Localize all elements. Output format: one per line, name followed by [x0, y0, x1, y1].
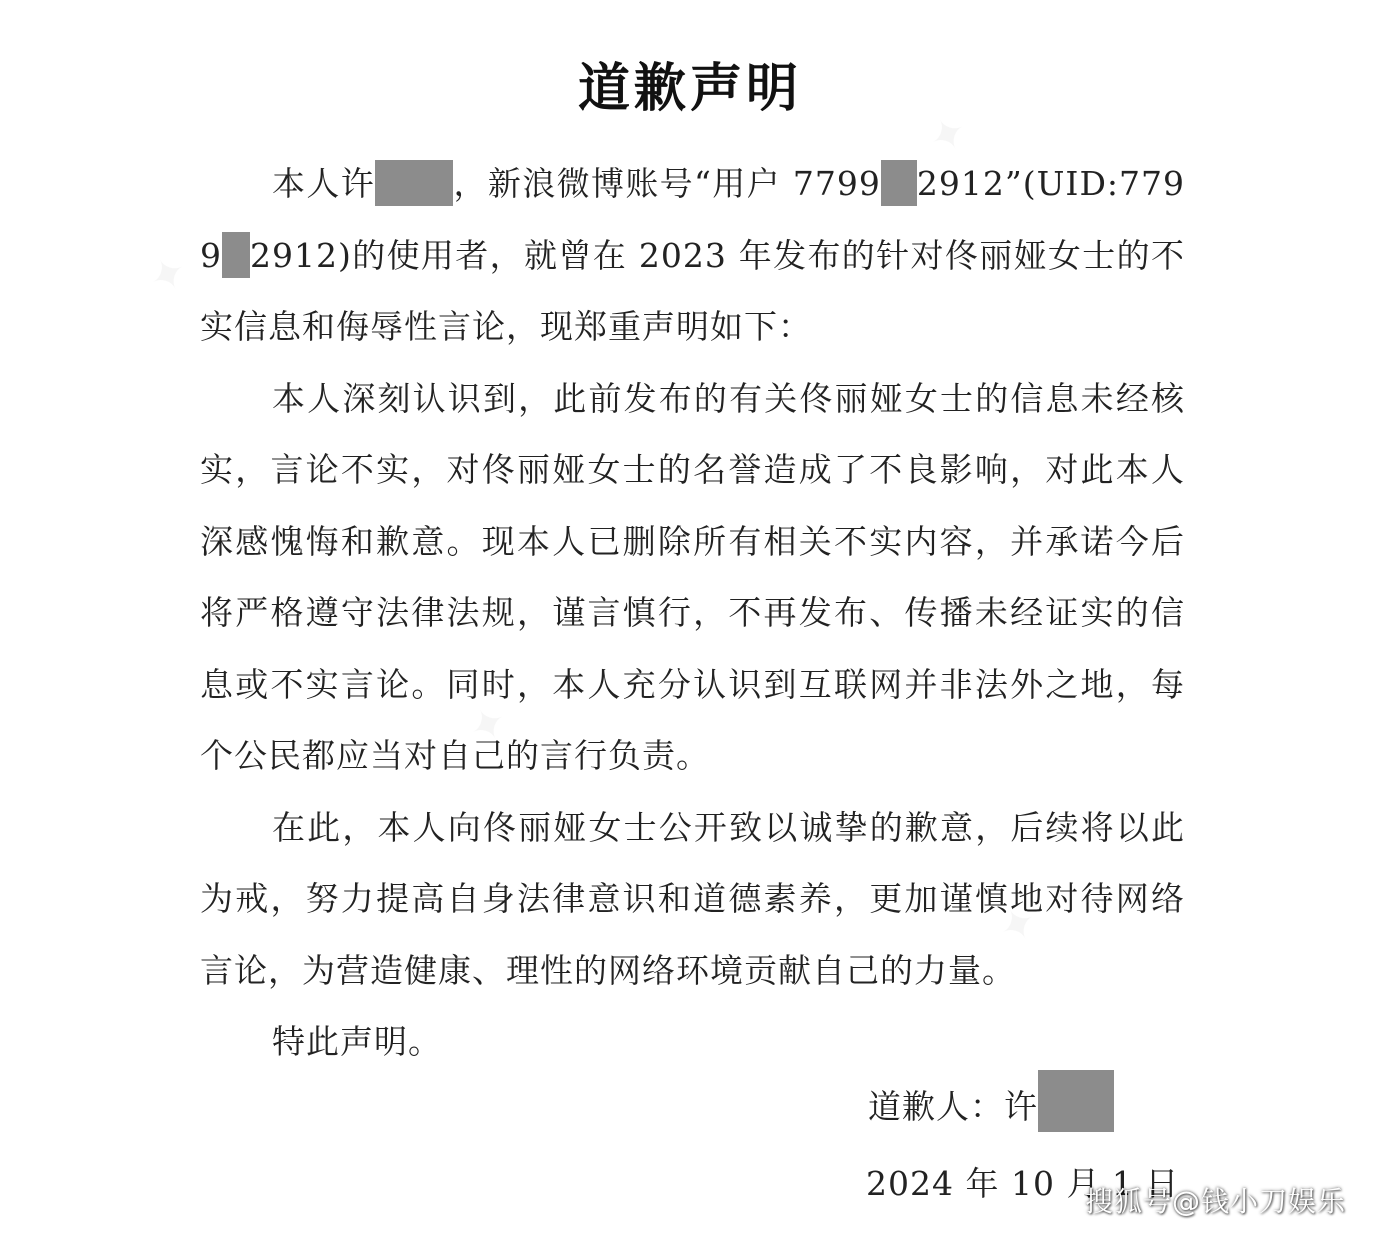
- intro-text-3: 2912”(UID:779 9: [200, 164, 1186, 275]
- redacted-name-block: [375, 160, 453, 206]
- paragraph-closing: 特此声明。: [272, 1022, 442, 1061]
- signature-label: 道歉人：许: [868, 1086, 1038, 1126]
- sohu-watermark: 搜狐号@钱小刀娱乐: [1084, 1185, 1346, 1218]
- signature-line: [868, 1076, 1114, 1132]
- paragraph-apology-reason: 本人深刻认识到，此前发布的有关佟丽娅女士的信息未经核实，言论不实，对佟丽娅女士的名誉造成了不良影响，对此本人深感愧悔和歉意。现本人已删除所有相关不实内容，并承诺今后将严格遵守法律法规，谨言慎行，不再发布、传播未经证实的信息或不实言论。同时，本人充分认识到互联网并非法外之地，每个公民都应当对自己的言行负责。: [200, 378, 1185, 775]
- document-date: 2024 年 10 月 1 日: [866, 1164, 1180, 1203]
- intro-text-2: ，新浪微博账号“用户 7799: [453, 164, 881, 203]
- paragraph-intro: [200, 148, 1185, 363]
- paragraph-apology-commitment: 在此，本人向佟丽娅女士公开致以诚挚的歉意，后续将以此为戒，努力提高自身法律意识和道德素养，更加谨慎地对待网络言论，为营造健康、理性的网络环境贡献自己的力量。: [200, 807, 1185, 990]
- document-title: 道歉声明: [577, 59, 802, 119]
- redacted-signature-block: [1038, 1070, 1114, 1132]
- document-body: [200, 148, 1185, 1078]
- redacted-account-block: [881, 160, 917, 206]
- background-watermark-mark: [140, 244, 197, 306]
- intro-text-1: 本人许: [272, 164, 376, 203]
- intro-text-4: 2912)的使用者，就曾在 2023 年发布的针对佟丽娅女士的不实信息和侮辱性言论，现郑重声明如下：: [200, 235, 1185, 346]
- redacted-uid-block: [222, 232, 250, 278]
